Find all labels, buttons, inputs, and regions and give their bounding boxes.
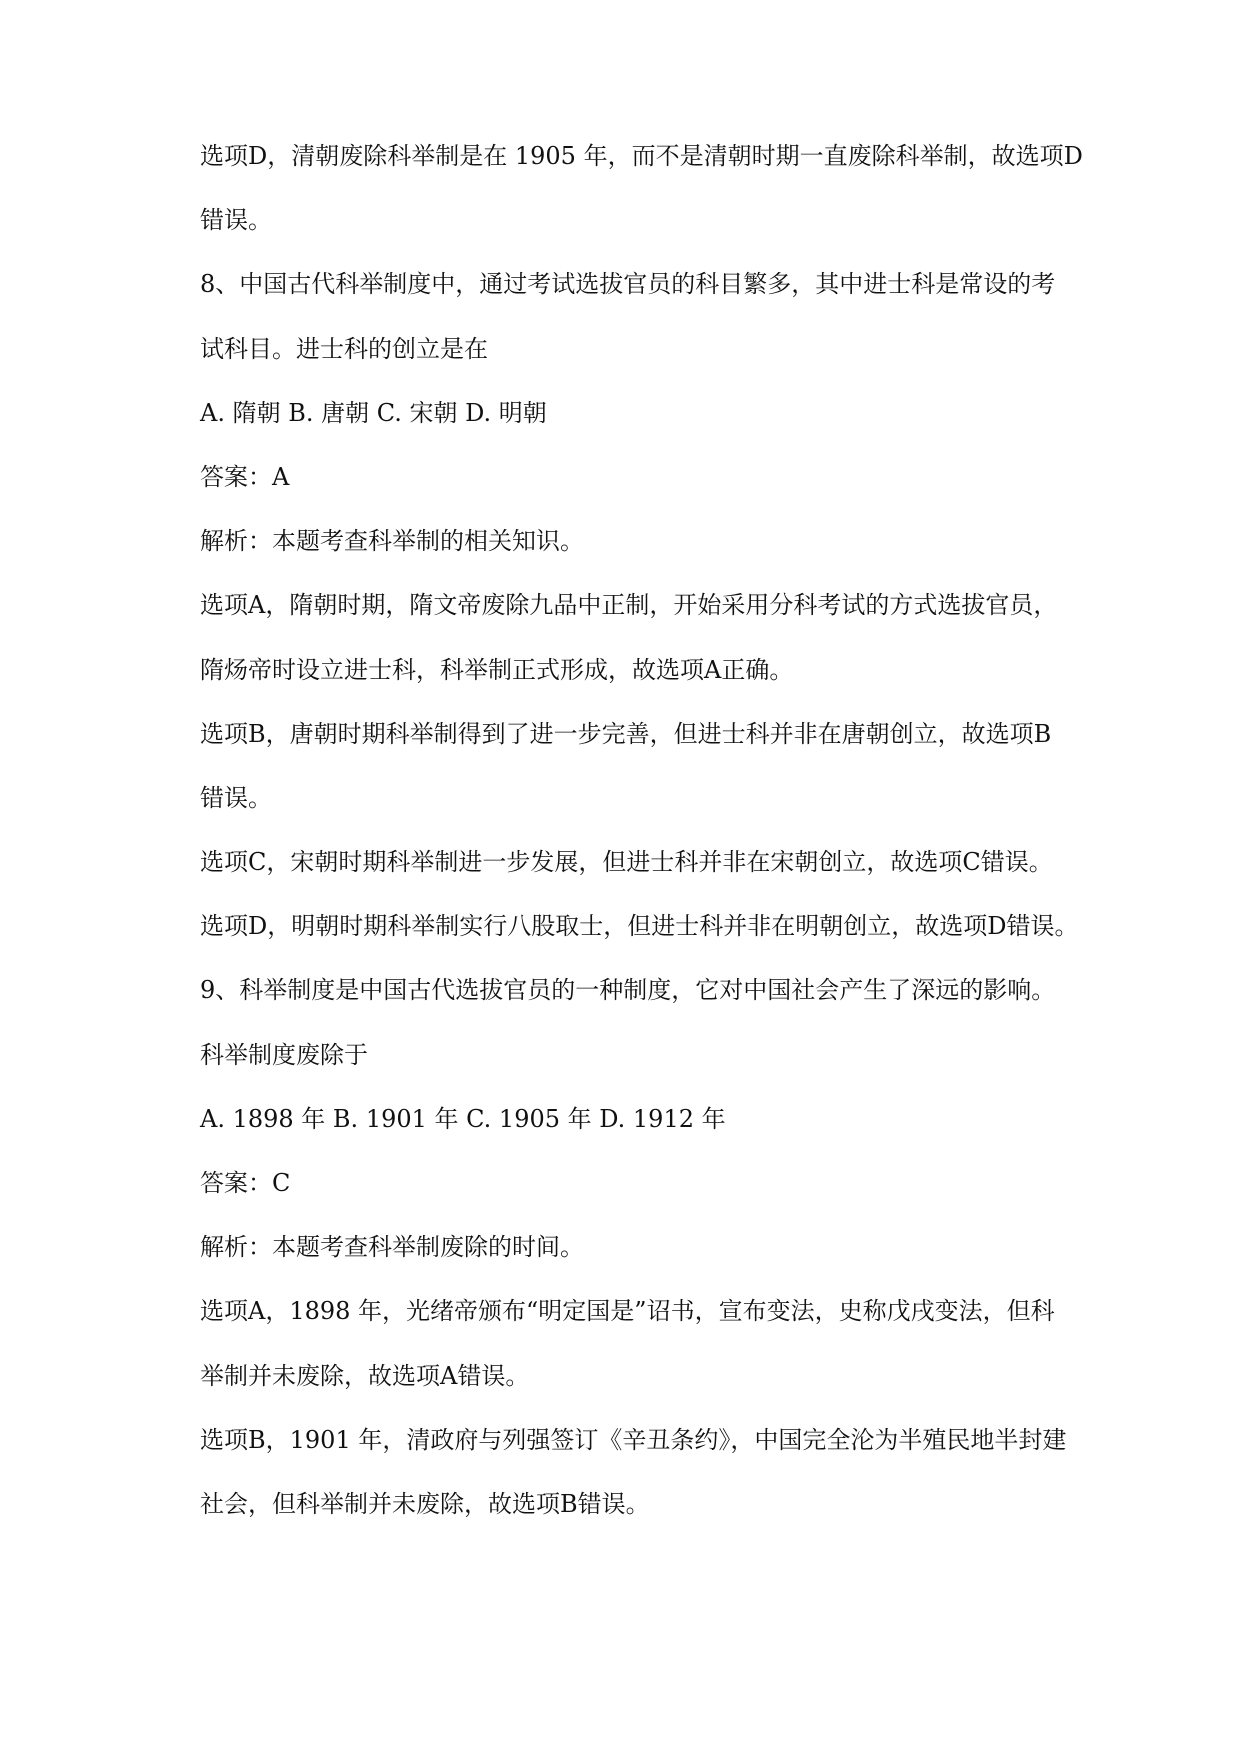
question-9-answer: 答案：C <box>200 1169 291 1197</box>
question-8-stem: 8、中国古代科举制度中，通过考试选拔官员的科目繁多，其中进士科是常设的考 <box>200 270 1056 299</box>
question-9-analysis: 解析：本题考查科举制废除的时间。 <box>200 1233 584 1262</box>
text-line: 选项C，宋朝时期科举制进一步发展，但进士科并非在宋朝创立，故选项C错误。 <box>200 848 1053 877</box>
text-line: 选项B，1901 年，清政府与列强签订《辛丑条约》，中国完全沦为半殖民地半封建 <box>200 1425 1067 1454</box>
text-line: 选项B，唐朝时期科举制得到了进一步完善，但进士科并非在唐朝创立，故选项B <box>200 719 1052 748</box>
question-8-options: A. 隋朝 B. 唐朝 C. 宋朝 D. 明朝 <box>200 398 547 427</box>
question-8-stem-cont: 试科目。进士科的创立是在 <box>200 334 488 363</box>
text-line: 选项A，隋朝时期，隋文帝废除九品中正制，开始采用分科考试的方式选拔官员， <box>200 591 1058 620</box>
text-line: 举制并未废除，故选项A错误。 <box>200 1361 530 1390</box>
text-line: 选项D，清朝废除科举制是在 1905 年，而不是清朝时期一直废除科举制，故选项D <box>200 142 1083 170</box>
text-line: 选项D，明朝时期科举制实行八股取士，但进士科并非在明朝创立，故选项D错误。 <box>200 912 1079 941</box>
question-9-stem: 9、科举制度是中国古代选拔官员的一种制度，它对中国社会产生了深远的影响。 <box>200 976 1056 1005</box>
document-body <box>200 140 1100 1552</box>
question-8-answer: 答案：A <box>200 462 290 491</box>
question-8-analysis: 解析：本题考查科举制的相关知识。 <box>200 527 584 556</box>
question-9-stem-cont: 科举制度废除于 <box>200 1040 368 1069</box>
text-line: 错误。 <box>200 783 272 812</box>
text-line: 选项A，1898 年，光绪帝颁布“明定国是”诏书，宣布变法，史称戊戌变法，但科 <box>200 1297 1055 1326</box>
text-line: 隋炀帝时设立进士科，科举制正式形成，故选项A正确。 <box>200 655 794 684</box>
text-line: 错误。 <box>200 206 272 235</box>
text-line: 社会，但科举制并未废除，故选项B错误。 <box>200 1489 650 1518</box>
question-9-options: A. 1898 年 B. 1901 年 C. 1905 年 D. 1912 年 <box>200 1104 726 1133</box>
